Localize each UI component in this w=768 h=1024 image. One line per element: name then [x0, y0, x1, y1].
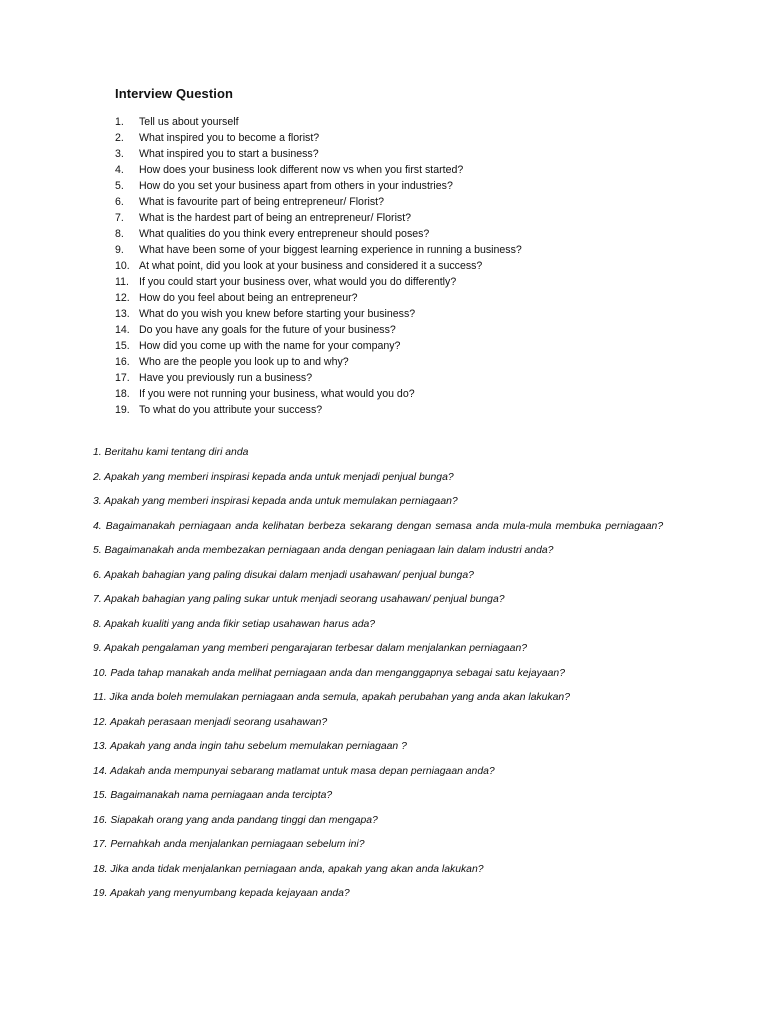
question-text: How do you set your business apart from others in your industries? [139, 180, 453, 192]
question-text: How do you feel about being an entrepreneur? [139, 292, 358, 304]
english-question-item [115, 338, 522, 354]
english-question-item [115, 162, 522, 178]
question-number: 12. [115, 292, 130, 304]
malay-question-item: 10. Pada tahap manakah anda melihat perniagaan anda dan menganggapnya sebagai satu kejayaan? [93, 667, 565, 679]
question-number: 4. [115, 164, 124, 176]
english-question-item [115, 242, 522, 258]
question-text: What is the hardest part of being an entrepreneur/ Florist? [139, 212, 412, 224]
question-number: 6. [115, 196, 124, 208]
question-text: Who are the people you look up to and why? [139, 356, 349, 368]
english-question-item [115, 130, 522, 146]
question-text: What qualities do you think every entrepreneur should poses? [139, 228, 430, 240]
question-text: If you could start your business over, what would you do differently? [139, 276, 457, 288]
question-number: 9. [115, 244, 124, 256]
english-question-item [115, 290, 522, 306]
malay-question-item: 6. Apakah bahagian yang paling disukai dalam menjadi usahawan/ penjual bunga? [93, 569, 474, 581]
english-question-item [115, 306, 522, 322]
english-question-item [115, 146, 522, 162]
malay-question-item: 14. Adakah anda mempunyai sebarang matlamat untuk masa depan perniagaan anda? [93, 765, 495, 777]
malay-question-item: 3. Apakah yang memberi inspirasi kepada anda untuk memulakan perniagaan? [93, 496, 458, 507]
question-number: 16. [115, 356, 130, 368]
question-number: 14. [115, 324, 130, 336]
question-number: 7. [115, 212, 124, 224]
english-question-item [115, 258, 522, 274]
malay-question-item: 13. Apakah yang anda ingin tahu sebelum memulakan perniagaan ? [93, 741, 407, 752]
question-text: What is favourite part of being entrepreneur/ Florist? [139, 196, 384, 208]
question-number: 15. [115, 340, 130, 352]
malay-question-item: 2. Apakah yang memberi inspirasi kepada anda untuk menjadi penjual bunga? [93, 471, 454, 483]
malay-question-item: 8. Apakah kualiti yang anda fikir setiap usahawan harus ada? [93, 618, 376, 630]
malay-question-item: 9. Apakah pengalaman yang memberi pengarajaran terbesar dalam menjalankan perniagaan? [93, 643, 527, 654]
question-text: What do you wish you knew before starting your business? [139, 308, 416, 320]
question-text: Have you previously run a business? [139, 372, 313, 384]
malay-question-item: 15. Bagaimanakah nama perniagaan anda tercipta? [93, 790, 333, 801]
malay-question-item: 12. Apakah perasaan menjadi seorang usahawan? [93, 716, 328, 728]
malay-question-list [93, 446, 675, 912]
malay-question-item: 19. Apakah yang menyumbang kepada kejayaan anda? [93, 888, 350, 899]
malay-question-item: 5. Bagaimanakah anda membezakan perniagaan anda dengan peniagaan lain dalam industri anda? [93, 545, 554, 556]
english-question-item [115, 114, 522, 130]
english-question-item [115, 274, 522, 290]
question-text: How did you come up with the name for your company? [139, 340, 401, 352]
question-text: At what point, did you look at your business and considered it a success? [139, 260, 483, 272]
malay-question-item: 11. Jika anda boleh memulakan perniagaan anda semula, apakah perubahan yang anda akan lakukan? [93, 692, 570, 703]
question-text: What inspired you to become a florist? [139, 132, 320, 144]
question-text: What inspired you to start a business? [139, 148, 319, 160]
english-question-item [115, 178, 522, 194]
question-number: 17. [115, 372, 130, 384]
malay-question-item: 17. Pernahkah anda menjalankan perniagaan sebelum ini? [93, 839, 365, 850]
english-question-item [115, 322, 522, 338]
malay-question-item: 7. Apakah bahagian yang paling sukar untuk menjadi seorang usahawan/ penjual bunga? [93, 594, 505, 605]
english-question-item [115, 194, 522, 210]
question-number: 13. [115, 308, 130, 320]
english-question-item [115, 386, 522, 402]
question-text: How does your business look different now vs when you first started? [139, 164, 464, 176]
question-text: What have been some of your biggest learning experience in running a business? [139, 244, 522, 256]
english-question-item [115, 402, 522, 418]
question-text: If you were not running your business, what would you do? [139, 388, 415, 400]
question-text: Do you have any goals for the future of your business? [139, 324, 396, 336]
question-number: 2. [115, 132, 124, 144]
question-number: 5. [115, 180, 124, 192]
question-number: 1. [115, 116, 124, 128]
question-number: 10. [115, 260, 130, 272]
malay-question-item: 4. Bagaimanakah perniagaan anda kelihatan berbeza sekarang dengan semasa anda mula-mula membuka perniagaan? [93, 520, 664, 532]
question-number: 8. [115, 228, 124, 240]
question-text: To what do you attribute your success? [139, 404, 323, 416]
malay-question-item: 18. Jika anda tidak menjalankan perniagaan anda, apakah yang akan anda lakukan? [93, 863, 484, 875]
english-question-item [115, 354, 522, 370]
english-question-item [115, 210, 522, 226]
question-number: 18. [115, 388, 130, 400]
question-text: Tell us about yourself [139, 116, 239, 128]
english-question-item [115, 226, 522, 242]
english-question-item [115, 370, 522, 386]
malay-question-item: 1. Beritahu kami tentang diri anda [93, 447, 249, 458]
question-number: 3. [115, 148, 124, 160]
english-question-list [115, 114, 522, 418]
question-number: 11. [115, 276, 129, 288]
question-number: 19. [115, 404, 130, 416]
malay-question-item: 16. Siapakah orang yang anda pandang tinggi dan mengapa? [93, 814, 378, 826]
document-title: Interview Question [115, 86, 234, 101]
